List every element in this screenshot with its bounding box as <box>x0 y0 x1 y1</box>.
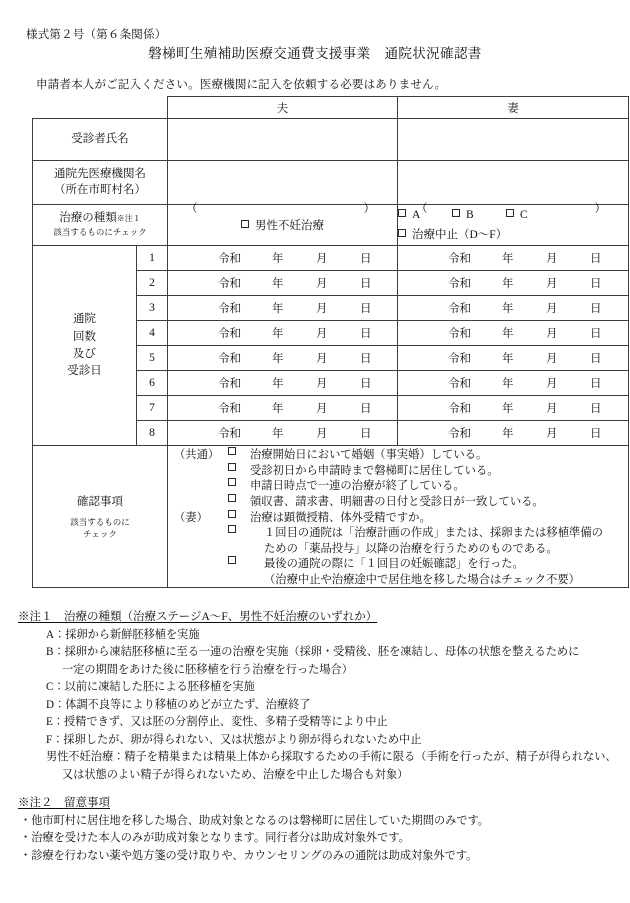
date-day-label: 日 <box>360 428 372 441</box>
date-year-label: 年 <box>502 353 514 366</box>
visit-status-table <box>32 96 629 588</box>
date-day-label: 日 <box>590 303 602 316</box>
date-month-label: 月 <box>316 278 328 291</box>
visit-date-wife[interactable] <box>398 346 629 371</box>
label-clinic-line1: 通院先医療機関名 <box>54 167 146 180</box>
visit-date-husband[interactable] <box>168 371 398 396</box>
date-era: 令和 <box>448 403 471 416</box>
option-treatment-stopped: 治療中止（D〜F） <box>412 229 508 242</box>
date-era: 令和 <box>448 328 471 341</box>
option-stage-a: A <box>412 209 421 221</box>
visit-date-husband[interactable] <box>168 396 398 421</box>
input-patient-name-wife[interactable] <box>398 119 629 161</box>
date-month-label: 月 <box>546 378 558 391</box>
page-title: 磐梯町生殖補助医療交通費支援事業 通院状況確認書 <box>148 46 482 61</box>
date-era: 令和 <box>448 253 471 266</box>
visit-date-wife[interactable] <box>398 371 629 396</box>
label-confirmation <box>33 446 168 587</box>
wife-stage-options[interactable] <box>398 205 628 225</box>
date-year-label: 年 <box>272 428 284 441</box>
paren-right-husband: ） <box>363 203 375 215</box>
checkbox-icon[interactable] <box>398 209 406 217</box>
date-era: 令和 <box>448 278 471 291</box>
note1-line: 又は状態のよい精子が得られないため、治療を中止した場合も対象） <box>62 768 409 781</box>
note1-heading: ※注１ 治療の種類（治療ステージA〜F、男性不妊治療のいずれか） <box>18 611 378 623</box>
date-year-label: 年 <box>502 278 514 291</box>
date-month-label: 月 <box>546 403 558 416</box>
visit-date-wife[interactable] <box>398 296 629 321</box>
option-male-infertility: 男性不妊治療 <box>255 220 324 233</box>
date-month-label: 月 <box>316 303 328 316</box>
date-year-label: 年 <box>272 303 284 316</box>
list-item[interactable] <box>168 446 628 462</box>
option-stage-c: C <box>520 209 528 221</box>
table-header-row <box>33 97 629 119</box>
date-era: 令和 <box>448 428 471 441</box>
table-row <box>33 246 629 271</box>
note-section-2 <box>18 794 618 865</box>
note1-line: C：以前に凍結した胚による胚移植を実施 <box>46 681 255 694</box>
date-month-label: 月 <box>316 428 328 441</box>
date-year-label: 年 <box>502 378 514 391</box>
date-year-label: 年 <box>272 253 284 266</box>
visit-date-husband[interactable] <box>168 296 398 321</box>
date-month-label: 月 <box>546 278 558 291</box>
note1-line: 男性不妊治療：精子を精巣または精巣上体から採取するための手術に限る（手術を行ったが、精子が得られない、 <box>46 751 617 764</box>
visit-date-wife[interactable] <box>398 246 629 271</box>
date-era: 令和 <box>448 378 471 391</box>
confirm-item-text: 受診初日から申請時まで磐梯町に居住している。 <box>250 464 499 477</box>
input-clinic-husband[interactable] <box>168 161 398 215</box>
visit-number: 2 <box>137 271 168 296</box>
checkbox-icon[interactable] <box>228 478 242 490</box>
label-patient-name: 受診者氏名 <box>33 119 168 161</box>
confirm-item-text: 治療は顕微授精、体外受精ですか。 <box>250 511 431 524</box>
label-visits-line2: 回数 <box>73 330 96 343</box>
list-item[interactable] <box>168 462 628 478</box>
date-month-label: 月 <box>546 353 558 366</box>
list-item[interactable] <box>168 509 628 525</box>
date-month-label: 月 <box>316 353 328 366</box>
date-day-label: 日 <box>360 253 372 266</box>
visit-number: 5 <box>137 346 168 371</box>
checkbox-icon[interactable] <box>228 556 242 568</box>
list-item[interactable] <box>168 524 628 540</box>
row-treatment-type <box>33 205 629 246</box>
confirm-item-text: 領収書、請求書、明細書の日付と受診日が一致している。 <box>250 496 544 509</box>
checkbox-icon[interactable] <box>228 494 242 506</box>
note2-heading: ※注２ 留意事項 <box>18 797 110 809</box>
date-day-label: 日 <box>360 328 372 341</box>
date-era: 令和 <box>218 353 241 366</box>
checkbox-icon[interactable] <box>452 209 460 217</box>
visit-number: 3 <box>137 296 168 321</box>
visit-date-husband[interactable] <box>168 246 398 271</box>
visit-number: 4 <box>137 321 168 346</box>
visit-number: 1 <box>137 246 168 271</box>
date-era: 令和 <box>218 303 241 316</box>
label-visits-line3: 及び <box>73 347 96 360</box>
date-year-label: 年 <box>502 403 514 416</box>
date-day-label: 日 <box>590 253 602 266</box>
date-day-label: 日 <box>590 328 602 341</box>
confirmation-items <box>168 446 629 587</box>
date-month-label: 月 <box>546 303 558 316</box>
label-confirmation-title: 確認事項 <box>77 495 123 508</box>
label-treatment-type-note: ※注１ <box>116 214 141 224</box>
list-item[interactable] <box>168 493 628 509</box>
note1-line: F：採卵したが、卵が得られない、又は状態がより卵が得られないため中止 <box>46 733 422 746</box>
date-month-label: 月 <box>546 253 558 266</box>
paren-right-wife: ） <box>594 203 606 215</box>
paren-left-husband: （ <box>186 203 198 215</box>
date-year-label: 年 <box>272 328 284 341</box>
date-day-label: 日 <box>590 378 602 391</box>
date-day-label: 日 <box>360 403 372 416</box>
visit-date-husband[interactable] <box>168 346 398 371</box>
confirm-item-text: １回目の通院は「治療計画の作成」または、採卵または移植準備の <box>264 527 603 540</box>
confirm-item-text: 最後の通院の際に「１回目の妊娠確認」を行った。 <box>264 558 524 571</box>
date-month-label: 月 <box>316 253 328 266</box>
confirm-item-text: 申請日時点で一連の治療が終了している。 <box>250 480 465 493</box>
confirm-item-text: ための「薬品投与」以降の治療を行うためのものである。 <box>264 542 558 555</box>
group-label-common: （共通） <box>174 449 220 462</box>
confirm-item-text: 治療開始日において婚姻（事実婚）している。 <box>250 449 488 462</box>
visit-date-husband[interactable] <box>168 271 398 296</box>
visit-date-husband[interactable] <box>168 421 398 446</box>
date-year-label: 年 <box>272 278 284 291</box>
note1-line: A：採卵から新鮮胚移植を実施 <box>46 629 200 641</box>
visit-date-wife[interactable] <box>398 321 629 346</box>
visit-date-wife[interactable] <box>398 396 629 421</box>
visit-date-wife[interactable] <box>398 421 629 446</box>
label-visits-line1: 通院 <box>73 313 96 326</box>
row-confirmation <box>33 446 629 587</box>
option-stage-b: B <box>466 209 474 221</box>
note1-line: D：体調不良等により移植のめどが立たず、治療終了 <box>46 698 311 711</box>
date-year-label: 年 <box>502 253 514 266</box>
row-clinic <box>33 161 629 205</box>
wife-stop-option-wrap[interactable] <box>398 225 628 245</box>
label-visits-line4: 受診日 <box>67 365 102 377</box>
label-confirmation-sub <box>33 516 167 541</box>
visit-number: 7 <box>137 396 168 421</box>
label-confirmation-sub-line1: 該当するものに <box>70 516 130 527</box>
checkbox-icon[interactable] <box>398 229 406 237</box>
note1-line: 一定の期間をあけた後に胚移植を行う治療を行った場合） <box>62 663 353 676</box>
date-era: 令和 <box>448 353 471 366</box>
date-era: 令和 <box>218 403 241 416</box>
date-era: 令和 <box>218 378 241 391</box>
label-visits <box>33 246 137 446</box>
confirm-item-text: （治療中止や治療途中で居住地を移した場合はチェック不要） <box>264 574 580 586</box>
group-label-wife: （妻） <box>174 511 208 524</box>
date-month-label: 月 <box>316 403 328 416</box>
date-day-label: 日 <box>360 378 372 391</box>
date-day-label: 日 <box>590 353 602 366</box>
list-item[interactable] <box>168 477 628 493</box>
note-section-1 <box>18 608 618 784</box>
instruction-text: 申請者本人がご記入ください。医療機関に記入を依頼する必要はありません。 <box>36 79 447 91</box>
column-header-husband: 夫 <box>168 97 398 119</box>
date-day-label: 日 <box>590 428 602 441</box>
note2-line: ・治療を受けた本人のみが助成対象となります。同行者分は助成対象外です。 <box>20 832 410 845</box>
input-patient-name-husband[interactable] <box>168 119 398 161</box>
checkbox-icon[interactable] <box>228 463 242 475</box>
note2-line: ・他市町村に居住地を移した場合、助成対象となるのは磐梯町に居住していた期間のみです。 <box>20 815 489 827</box>
date-year-label: 年 <box>272 403 284 416</box>
date-month-label: 月 <box>546 328 558 341</box>
note1-line: E：授精できず、又は胚の分割停止、変性、多精子受精等により中止 <box>46 716 388 729</box>
checkbox-icon[interactable] <box>241 220 249 228</box>
date-day-label: 日 <box>590 403 602 416</box>
checkbox-icon[interactable] <box>506 209 514 217</box>
date-era: 令和 <box>218 428 241 441</box>
row-patient-name <box>33 119 629 161</box>
date-month-label: 月 <box>546 428 558 441</box>
date-day-label: 日 <box>360 353 372 366</box>
visit-number: 8 <box>137 421 168 446</box>
date-era: 令和 <box>448 303 471 316</box>
input-clinic-wife[interactable] <box>398 161 629 215</box>
option-stage-c-wrap[interactable] <box>506 205 560 225</box>
list-item-continuation <box>168 571 628 587</box>
date-day-label: 日 <box>360 303 372 316</box>
label-treatment-type-text: 治療の種類 <box>59 212 117 225</box>
date-year-label: 年 <box>502 328 514 341</box>
column-header-wife: 妻 <box>398 97 629 119</box>
option-stage-b-wrap[interactable] <box>452 205 506 225</box>
checkbox-icon[interactable] <box>228 447 242 459</box>
list-item[interactable] <box>168 555 628 571</box>
date-era: 令和 <box>218 278 241 291</box>
date-era: 令和 <box>218 328 241 341</box>
visit-date-husband[interactable] <box>168 321 398 346</box>
label-treatment-type <box>33 205 168 246</box>
paren-left-wife: （ <box>416 203 428 215</box>
date-era: 令和 <box>218 253 241 266</box>
note2-line: ・診療を行わない薬や処方箋の受け取りや、カウンセリングのみの通院は助成対象外です。 <box>20 849 478 862</box>
visit-number: 6 <box>137 371 168 396</box>
label-treatment-type-sub: 該当するものにチェック <box>53 226 147 237</box>
label-clinic <box>33 161 168 205</box>
date-month-label: 月 <box>316 378 328 391</box>
note1-line: B：採卵から凍結胚移植に至る一連の治療を実施（採卵・受精後、胚を凍結し、母体の状態を整えるために <box>46 646 580 659</box>
date-year-label: 年 <box>502 303 514 316</box>
checkbox-icon[interactable] <box>228 510 242 522</box>
date-year-label: 年 <box>272 378 284 391</box>
label-confirmation-sub-line2: チェック <box>83 528 117 539</box>
list-item-continuation <box>168 540 628 556</box>
date-year-label: 年 <box>502 428 514 441</box>
date-day-label: 日 <box>360 278 372 291</box>
date-year-label: 年 <box>272 353 284 366</box>
date-day-label: 日 <box>590 278 602 291</box>
label-clinic-line2: （所在市町村名） <box>54 183 146 196</box>
checkbox-icon[interactable] <box>228 525 242 537</box>
date-month-label: 月 <box>316 328 328 341</box>
form-number: 様式第２号（第６条関係） <box>26 29 167 41</box>
visit-date-wife[interactable] <box>398 271 629 296</box>
